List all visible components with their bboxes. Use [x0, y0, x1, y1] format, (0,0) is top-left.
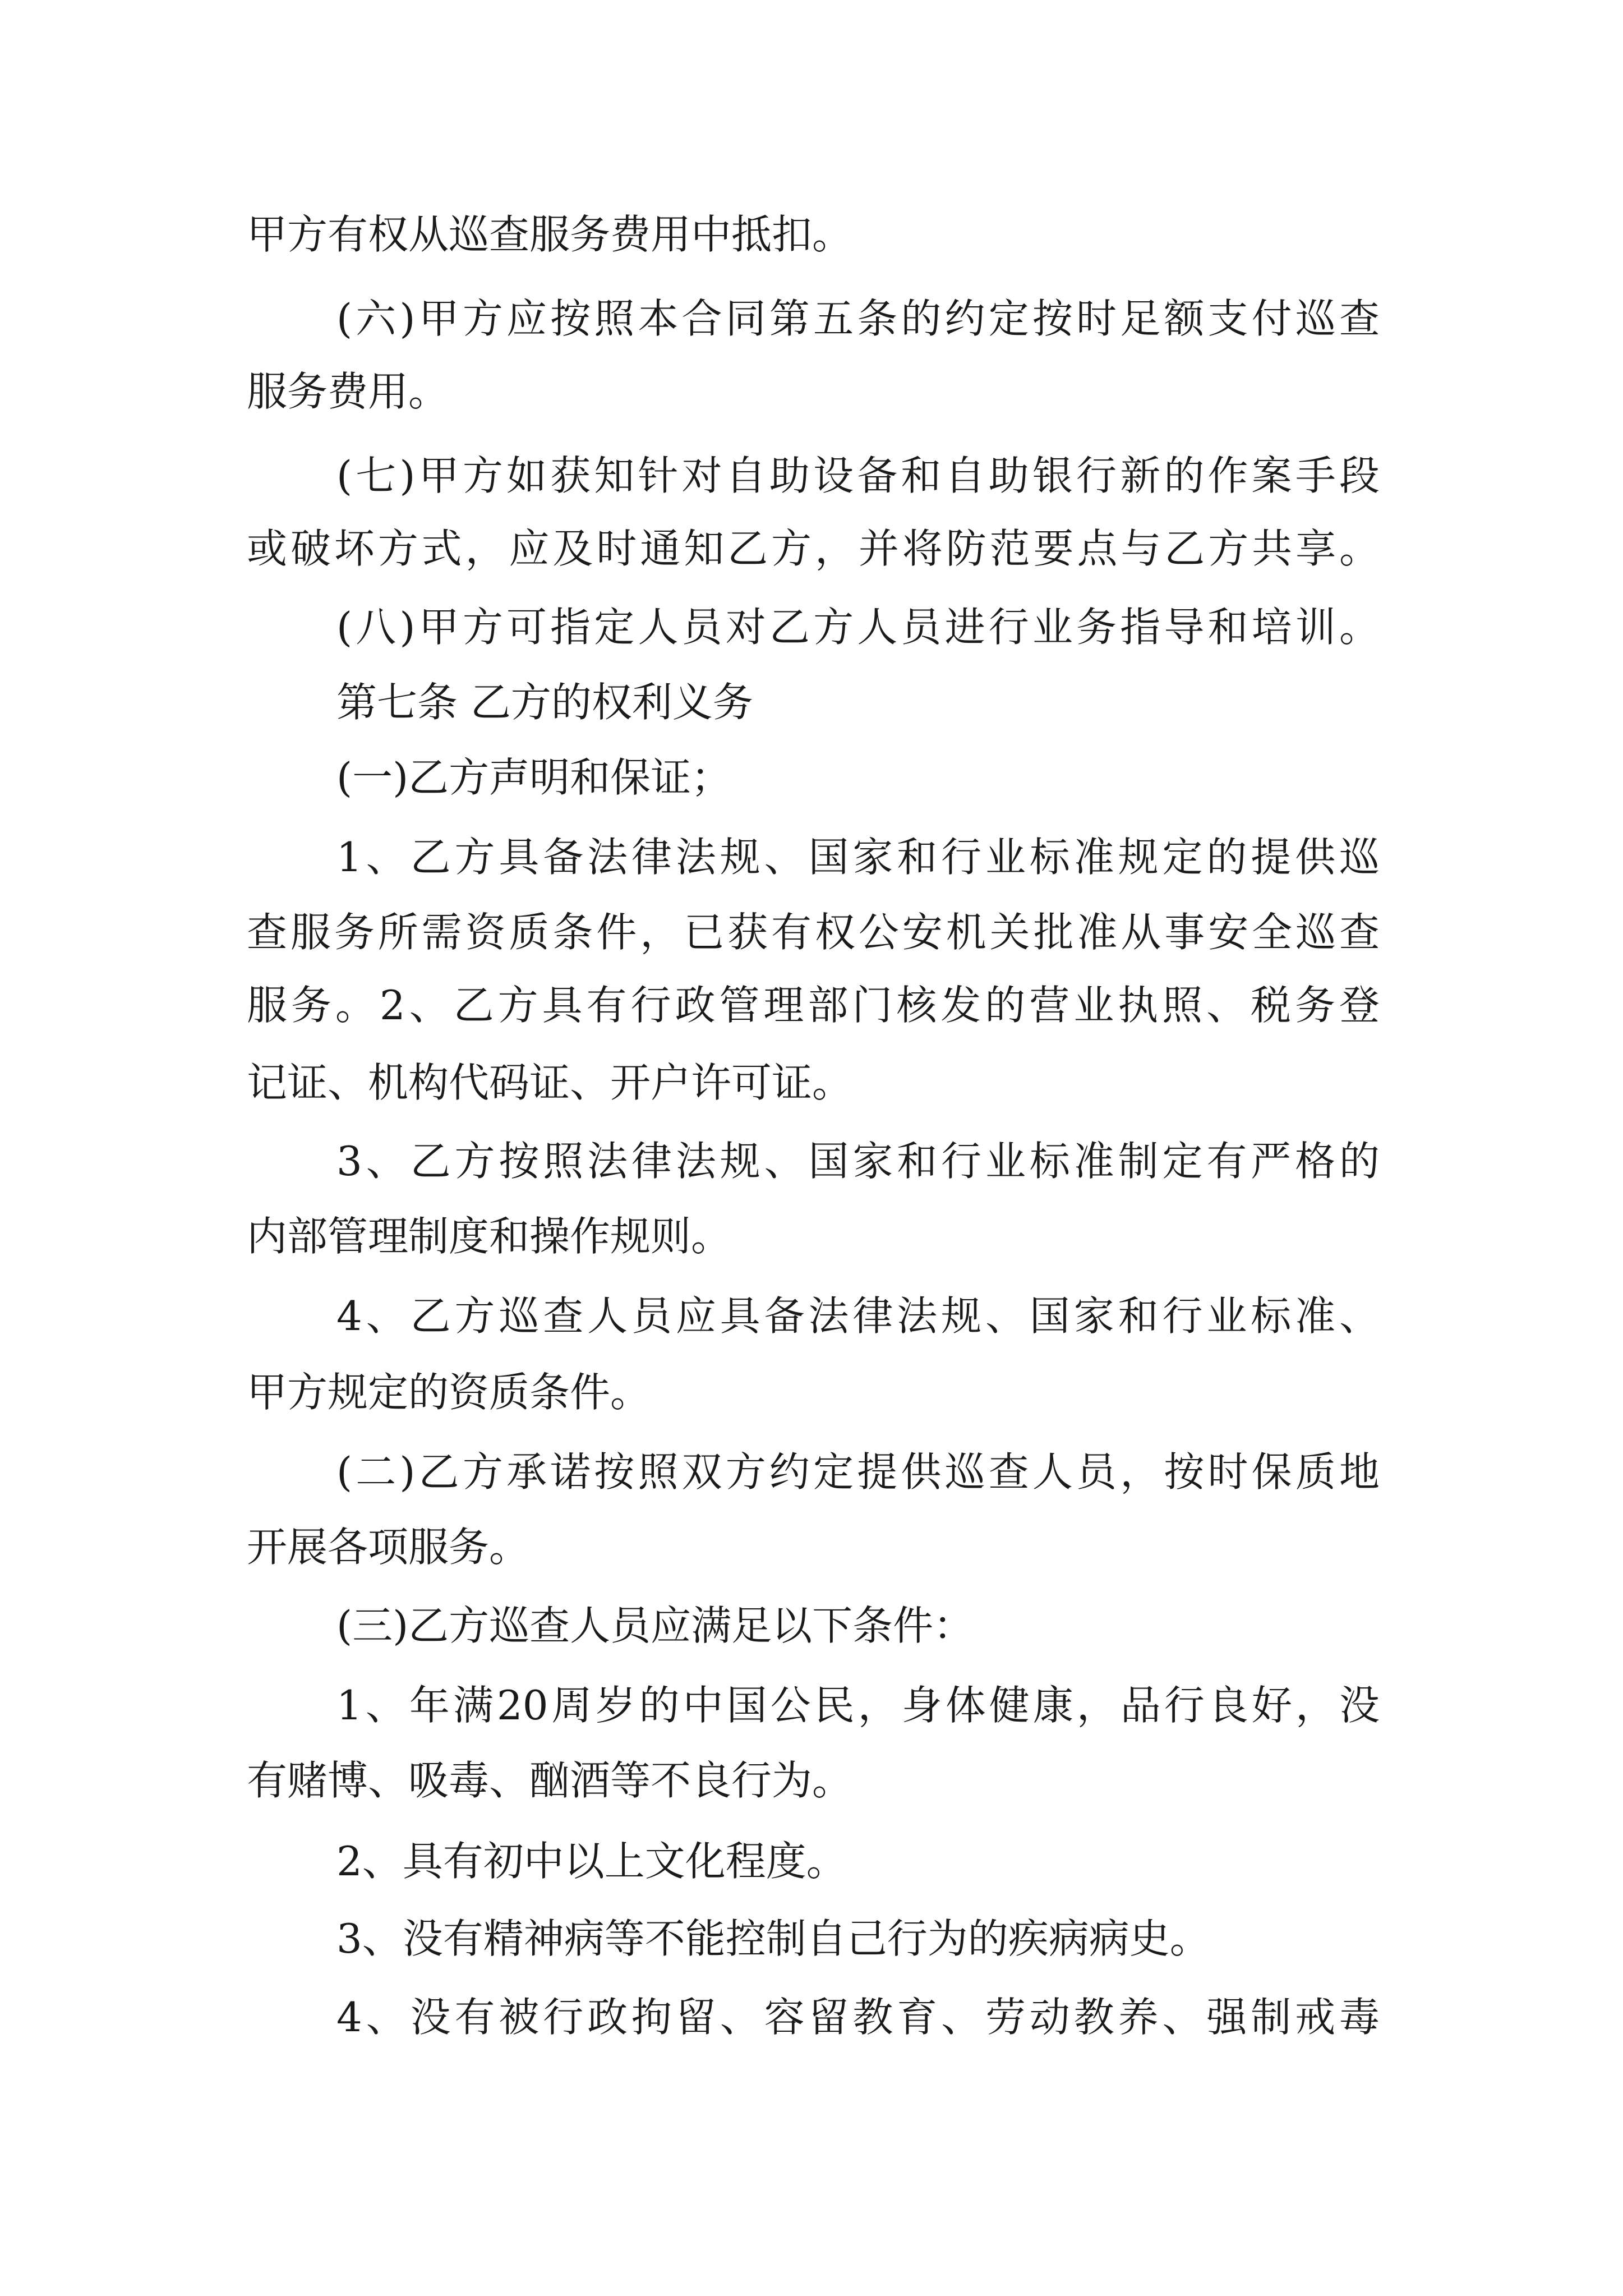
paragraph-first-line: 2、具有初中以上文化程度。 [336, 1838, 847, 1885]
paragraph-first-line: (二)乙方承诺按照双方约定提供巡查人员，按时保质地 [336, 1448, 1380, 1496]
paragraph-first-line: (三)乙方巡查人员应满足以下条件： [336, 1602, 974, 1649]
text-line: 内部管理制度和操作规则。 [247, 1213, 732, 1260]
paragraph-first-line: (六)甲方应按照本合同第五条的约定按时足额支付巡查 [336, 295, 1380, 342]
text-line: 有赌博、吸毒、酗酒等不良行为。 [247, 1757, 853, 1804]
text-line: 或破坏方式，应及时通知乙方，并将防范要点与乙方共享。 [247, 525, 1380, 572]
article-heading: 第七条 乙方的权利义务 [336, 679, 753, 726]
text-line: 查服务所需资质条件，已获有权公安机关批准从事安全巡查 [247, 909, 1380, 956]
paragraph-first-line: (八)甲方可指定人员对乙方人员进行业务指导和培训。 [336, 604, 1380, 651]
text-line: 记证、机构代码证、开户许可证。 [247, 1059, 853, 1106]
paragraph-first-line: (一)乙方声明和保证； [336, 754, 732, 801]
paragraph-first-line: 1、乙方具备法律法规、国家和行业标准规定的提供巡 [336, 834, 1380, 881]
paragraph-first-line: 1、年满20周岁的中国公民，身体健康，品行良好，没 [336, 1682, 1380, 1729]
paragraph-first-line: 4、乙方巡查人员应具备法律法规、国家和行业标准、 [336, 1292, 1380, 1340]
text-line: 甲方有权从巡查服务费用中抵扣。 [247, 211, 853, 258]
text-line: 服务费用。 [247, 368, 449, 415]
paragraph-first-line: 3、没有精神病等不能控制自己行为的疾病病史。 [336, 1915, 1210, 1962]
paragraph-first-line: 3、乙方按照法律法规、国家和行业标准制定有严格的 [336, 1138, 1380, 1185]
text-line: 服务。2、乙方具有行政管理部门核发的营业执照、税务登 [247, 982, 1380, 1029]
paragraph-first-line: 4、没有被行政拘留、容留教育、劳动教养、强制戒毒 [336, 1994, 1380, 2041]
paragraph-first-line: (七)甲方如获知针对自助设备和自助银行新的作案手段 [336, 452, 1380, 499]
text-line: 甲方规定的资质条件。 [247, 1369, 651, 1416]
text-line: 开展各项服务。 [247, 1524, 530, 1571]
